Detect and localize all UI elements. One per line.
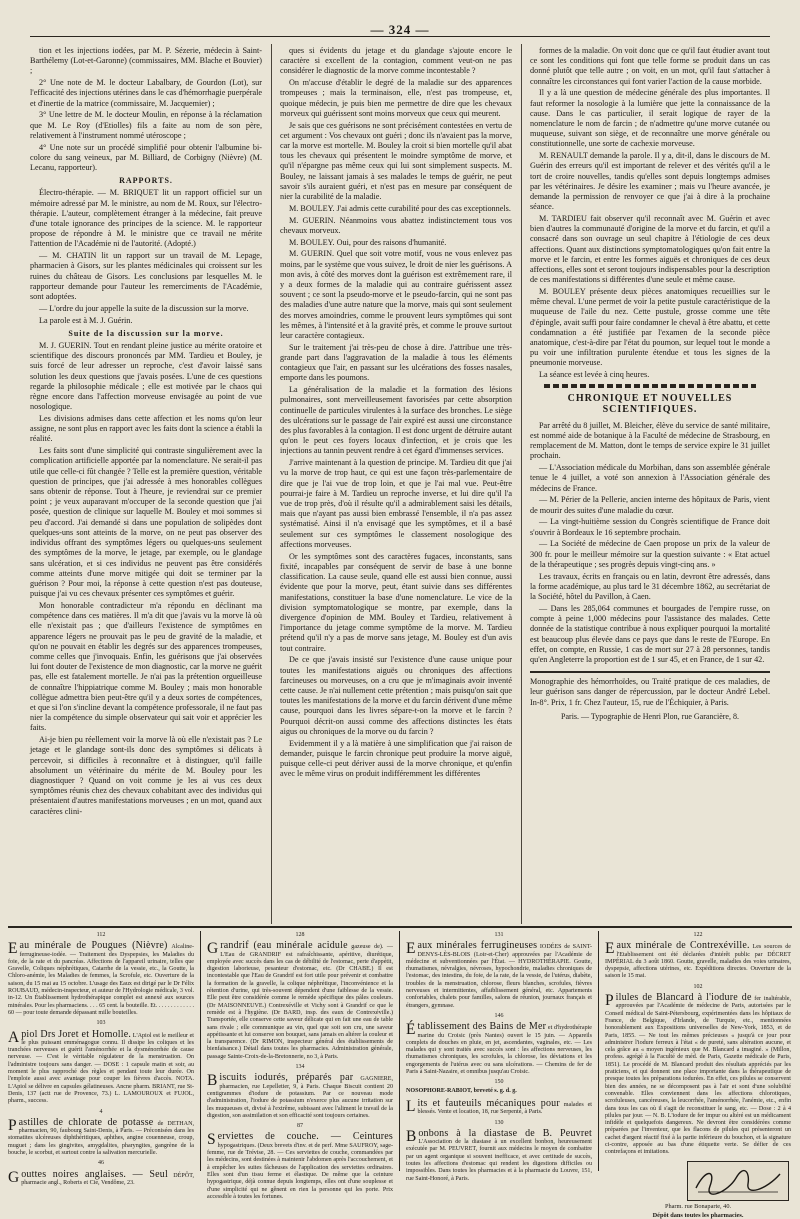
ad-initial: E xyxy=(605,940,615,958)
ad-column-3 xyxy=(406,931,593,1182)
advertisement xyxy=(406,1098,592,1117)
blancard-pharmacy: Pharm. rue Bonaparte, 40. xyxy=(664,1202,732,1210)
ad-body xyxy=(406,940,592,1010)
advertisement xyxy=(8,1117,194,1157)
ad-body xyxy=(605,940,791,980)
rapports-heading: RAPPORTS. xyxy=(119,176,173,186)
paragraph: Par arrêté du 8 juillet, M. Bleicher, élève du service de santé militaire, est nommé aide de botanique à la Faculté de médecine de Strasbourg, en remplacement de M. Matton, dont le temps de service expire le 31 juillet prochain. xyxy=(530,420,770,461)
ad-title: ilules de Blancard à l'iodure de xyxy=(615,992,752,1004)
ad-initial: E xyxy=(406,940,416,958)
paragraph: formes de la maladie. On voit donc que ce qu'il faut étudier avant tout ce sont les conditions qui font que telle forme se produit dans un cas donné plutôt que telle autre ; on voit, en un mot, qu'il faut s'attacher à connaître les circonstances qui font varier l'action de la cause morbide. xyxy=(530,46,770,86)
ad-title: its et fauteuils mécaniques pour xyxy=(417,1097,560,1109)
intro-section xyxy=(30,46,262,173)
column-1 xyxy=(30,46,262,922)
advertisements xyxy=(8,931,792,1219)
ad-initial: P xyxy=(605,992,614,1010)
ad-body xyxy=(605,992,791,1157)
ad-title: tablissement des Bains de Mer xyxy=(417,1021,547,1033)
rapports-section xyxy=(30,188,262,325)
ad-title: randrif (eau minérale acidule xyxy=(220,940,348,952)
page-header xyxy=(30,22,770,37)
paragraph: M. BOULEY. J'ai admis cette curabilité pour des cas exceptionnels. xyxy=(289,203,511,213)
paragraph: Je sais que ces guérisons ne sont précisément contestées en vertu de cet argument : Vos chevaux ont guéri ; donc ils n'avaient pas la morve, car la morve est mortelle. M. Bouley la croit si bien mortelle qu'il abat tous les chevaux qui présentent le moindre symptôme de morve, et qu'il n'épargne pas même ceux qui lui sont simplement suspects. M. Bouley, ne laissant jamais à ses malades le temps de guérir, ne peut savoir s'ils auraient guéri, et n'est pas en mesure par conséquent de nier la curabilité de la maladie. xyxy=(280,120,512,202)
ad-initial: G xyxy=(8,1168,20,1186)
paragraph: Mon honorable contradicteur m'a répondu en déclinant ma compétence dans ces matières. Il m'a dit que j'avais vu la morve là où elle n'existait pas ; que d'ailleurs l'existence de symptômes en apparence légers ne prouvait pas le peu de gravité de la maladie, et qu'on ne pouvait en établir les degrés sur des apparences trompeuses, comme celles que j'invoquais. Enfin, les guérisons que j'ai observées lui font douter de l'existence de mon diagnostic, car la morve ne guérit pas, elle est fatalement mortelle. Je n'ai pas la prétention orgueilleuse de connaître l'hippiatrique comme M. Bouley ; mais mon honorable collègue admettra bien peut-être qu'il y a deux sortes de compétences, et que si l'on s'incline devant la compétence professorale, il ne faut pas nier la compétence du simple observateur qui sait voir et apprécier les faits. xyxy=(30,600,262,733)
advertisement xyxy=(406,1128,592,1183)
ad-number: 102 xyxy=(693,983,703,990)
ad-body xyxy=(406,1098,592,1117)
ad-body xyxy=(8,940,194,1017)
ad-number: 131 xyxy=(494,932,504,938)
paragraph: Électro-thérapie. — M. BRIQUET lit un rapport officiel sur un mémoire adressé par M. le ministre, au nom de M. Roux, sur l'électro-thérapie. L'auteur, complètement étranger à la médecine, fait preuve d'une totale ignorance des principes de la science. M. le rapporteur propose de répondre à M. le ministre que ce travail ne mérite l'attention de l'Académie ni de l'autorité. (Adopté.) xyxy=(30,188,262,249)
ad-text: L'Apiol est le meilleur et le plus puissant emménagogue connu. Il dissipe les coliques et les tranchées nerveuses et guérit l'aménorrhée et la dysménorrhée de cause nerveuse. — C'est le véritable régulateur de la menstruation. On l'administre toujours sans danger. — DOSE : 1 capsule matin et soir, au moment le plus rapproché des règles et pendant toute leur durée. On l'emploie aussi avec avantage pour couper les fièvres d'accès. NOTA. L'Apiol se délivre en capsules gélatineuses. Ancne pharm. BRIANT, rue St-Denis, 137 (actt rue de Provence, 73.) L. LAMOUROUX et FUJOL, pharm., success. xyxy=(8,1032,194,1105)
paragraph: — M. Périer de la Pellerie, ancien interne des hôpitaux de Paris, vient de mourir des suites d'une maladie du cœur. xyxy=(530,495,770,515)
paragraph: Les travaux, écrits en français ou en latin, devront être adressés, dans la forme académique, au plus tard le 31 décembre 1862, au secrétariat de la Société, hôtel du Pavillon, à Caen. xyxy=(530,571,770,602)
ad-body xyxy=(8,1169,194,1188)
ad-title: astilles de chlorate de potasse xyxy=(18,1116,154,1128)
paragraph: Les faits sont d'une simplicité qui contraste singulièrement avec la complication artificielle apportée par la nomenclature. Ne serait-il pas utile que celle-ci fût changée ? Telle est la première question, véritable question de principes, que j'ai adressée à mes honorables collègues sans obtenir de réponse. Tout à l'heure, je reviendrai sur ce premier point ; je veux auparavant m'occuper de la seconde question que j'ai posée, question de clinique sur laquelle M. Bouley et moi sommes si peu d'accord. J'ai demandé si dans une population de solipèdes dont quelques-uns sont atteints de la morve, on ne peut pas observer des individus offrant des symptômes légers ou quelques-uns seulement des symptômes de la morve, le jetage, par exemple, ou le glandage sans ulcération, et si ces individus ne peuvent pas être considérés comme atteints d'une morve mitigée qui doit se terminer par la guérison ? Pour moi, la réponse à cette question n'est pas douteuse, puisque j'ai vu ces chevaux présenter ces symptômes et guérir. xyxy=(30,446,262,599)
paragraph: J'arrive maintenant à la question de principe. M. Tardieu dit que j'ai vu la morve de trop haut, ce qui est une façon très-parlementaire de dire que je l'ai vue de trop loin, et que je l'ai mal vue. Peut-être pourrai-je faire à M. Tardieu un reproche inverse, et lui dire qu'il l'a vue de trop près, d'où il résulte qu'il a admirablement saisi les détails, mais que n'ayant pas aussi bien embrassé l'ensemble, il n'a pas assez systématisé. Ainsi il n'a envisagé que les symptômes, et il a basé seulement sur ces symptômes le classement nosologique des affections morveuses. xyxy=(280,458,512,549)
ad-title: piol Drs Joret et Homolle. xyxy=(21,1028,132,1040)
ad-initial: A xyxy=(8,1028,20,1046)
ad-text: fer inaltérable, approuvées par l'Académie de médecine de Paris, autorisées par le Conseil médical de Saint-Pétersbourg, expérimentées dans les hôpitaux de France, de Belgique, d'Irlande, de Turquie, etc., mentionnées honorablement aux Expositions universelles de New-York, 1853, et de Paris, 1855. — Ne tout les mêmes précieuses « jusqu'à ce jour pour administrer l'iodure ferreux à l'état « de pureté, sans altération aucune, et cela grâce au « moyen ingénieux que M. Blancard a imaginé. » (Millon, profess. agrégé à la Faculté de méd. de Paris, Gazette médicale de Paris, 1851). Le procédé de M. Blancard produit des résultats appréciés par les praticiens, et qui donnent une place importante dans la thérapeutique de presque toutes les préparations iodurées. En effet, ces pilules se conservent bien des années, ne se décomposent pas à l'air et sont d'une solubilité convenable. Elles conviennent dans les affections chlorotiques, scrofuleuses, cancéreuses, la leucorrhée, l'aménorrhée, l'anémie, etc., enfin dans tous les cas où il s'agit de reconstituer le sang, etc. — Dose : 2 à 4 pilules par jour. — N. B. L'iodure de fer impur ou altéré est un médicament infidèle et quelquefois dangereux. Ne devront être considérées comme préparées par l'inventeur, que les flacons de pilules qui présenteront un cachet d'argent réactif fixé à la partie inférieure du bouchon, et la signature ci-contre, apposée au bas d'une étiquette verte. Se défier de ces contrefaçons et imitations. xyxy=(605,996,791,1156)
advertisement xyxy=(8,940,194,1017)
paragraph: La parole est à M. J. Guérin. xyxy=(39,315,133,325)
discussion-end-section xyxy=(530,46,770,380)
advertisement xyxy=(207,940,393,1061)
paragraph: M. TARDIEU fait observer qu'il reconnaît avec M. Guérin et avec bien d'autres la communauté d'origine de la morve et du farcin, et qu'il a consacré dans son ouvrage un seul chapitre à l'étiologie de ces deux affections. Quant aux distinctions symptomatologiques qu'on fait entre la morve et le farcin, et entre les formes aiguës et chroniques de ces deux affections, elles sont et seront toujours indispensables pour la description de ces manifestations si différentes d'une seule et même cause. xyxy=(530,214,770,285)
ad-text: hypogastriques. (Deux brevets d'inv. et de perf. Mme SAUFROY, sage-femme, rue de Trévise, 28. — Ces serviettes de couche, commandées par les médecins, sont destinées à maintenir l'abdomen après l'accouchement, et à empêcher les suites fâcheuses de l'application des serviettes ordinaires. Elles sont d'un tissu ferme et élastique. De même que la ceinture hypogastrique, déjà connue depuis longtemps, elles ont d'une souplesse et d'une simplicité qui ne gênent en rien la personne qui les porte. Prix accessible à toutes les fortunes. xyxy=(207,1142,393,1200)
paragraph: On m'accuse d'établir le degré de la maladie sur des apparences trompeuses ; mais la terminaison, elle, n'est pas trompeuse, et, quoique médecin, je puis bien me permettre de dire que les chevaux morveux qui guérissent sont moins morveux que ceux qui meurent. xyxy=(280,78,512,118)
ad-text: Alcaline-ferrugineuse-iodée. — Traitement des Dyspepsies, les Maladies du foie, de la rate et du pancréas. Affections de l'appareil urinaire, telles que Gravelle, Coliques néphrétiques, Catarrhe de la vessie, etc., la Goutte, la Chloro-anémie, les Maladies de femmes, la Scrofule, etc. Ouverture de la saison, du 15 mai au 15 octobre. L'usage des Eaux est dirigé par le Dr Félix ROUBAUD, médecin-inspecteur, et auteur de l'Hydrologie médicale, 3 vol. in-12. Un Établissement hydrothérapique complet est annexé aux sources minérales. Pour les pharmaciens. . . . 65 cent. la bouteille. Et. . . . . . . . . . . . . 60 — pour toute demande dépassant mille bouteilles. xyxy=(8,944,194,1016)
paragraph: De ce que j'avais insisté sur l'existence d'une cause unique pour toutes les manifestations aiguës ou chroniques des affections farcineuses ou morveuses, on a cru que je m'imaginais avoir inventé cette cause. Je n'ai nullement cette prétention ; mais puisqu'on sait que toutes les manifestations de la morve et du farcin dérivent d'une même cause, pourquoi dans les livres sépare-t-on la morve et le farcin ? Pourquoi décrit-on aussi comme des affections distinctes les états aigus ou chroniques de la morve ou du farcin ? xyxy=(280,655,512,736)
chronique-section xyxy=(530,421,770,665)
ad-body xyxy=(207,940,393,1061)
ad-body xyxy=(207,1072,393,1120)
paragraph: 4° Une note sur un procédé simplifié pour obtenir l'albumine bi-colore du sang veineux, par M. Billiard, de Corbigny (Nièvre) (M. Lecanu, rapporteur). xyxy=(30,142,262,173)
blancard-depot: Dépôt dans toutes les pharmacies. xyxy=(652,1211,744,1219)
ad-text: Les sources de l'Etablissement ont été déclarées d'intérêt public par DÉCRET IMPÉRIAL du 3 août 1860. Goutte, gravelle, maladies des voies urinaires, dyspepsie, affections utérines, etc. Expéditions directes. Ouverture de la saison le 15 mai. xyxy=(605,944,791,980)
paragraph: M. RENAULT demande la parole. Il y a, dit-il, dans le discours de M. Guérin des erreurs qu'il est important de relever et des vérités qu'il a le tort de croire nouvelles, tandis qu'elles sont depuis longtemps admises par les vétérinaires. Je désire les examiner ; mais vu l'heure avancée, je demande la permission de renvoyer ce que j'ai à dire à la prochaine séance. xyxy=(530,151,770,212)
ad-initial: E xyxy=(8,940,18,958)
paragraph: 3° Une lettre de M. le docteur Moulin, en réponse à la réclamation que M. Le Roy (d'Etiolles) fils a faite au nom de son père, relativement à l'instrument nommé utéroscope ; xyxy=(30,110,262,140)
advertisement xyxy=(605,940,791,980)
advertisement xyxy=(207,1072,393,1120)
ad-initial: B xyxy=(406,1127,417,1145)
ad-column-divider xyxy=(598,931,599,1171)
ad-number: 130 xyxy=(494,1119,504,1126)
ad-title: NOSOPHORE-RABIOT, breveté s. g. d. g. xyxy=(406,1087,517,1094)
paragraph: Evidemment il y a là matière à une simplification que j'ai raison de demander, puisque le farcin chronique peut produire la morve aiguë, puisque celle-ci peut dériver aussi de la morve chronique, et qu'enfin avec le même virus on produit indifféremment les différentes xyxy=(280,738,512,779)
ad-text: et d'hydrothérapie marine du Croisic (près Nantes) ouvert le 15 juin. — Appareils complets de douches en pluie, en jet, ascendantes, vaginales, etc. — Les malades qui y sont traités avec succès sont : les affections nerveuses, les rhumatismes chroniques, les scrofules, la chlorose, les déviations et les engorgements de l'utérus avec ou sans ulcérations. — Chemins de fer de Paris à Saint-Nazaire, et omnibus jusqu'au Croisic. xyxy=(406,1025,593,1076)
paragraph: La séance est levée à cinq heures. xyxy=(539,370,650,380)
ad-title: aux minérales ferrugineuses xyxy=(417,940,538,952)
ad-title: au minérale de Pougues (Nièvre) xyxy=(19,940,168,952)
ad-number: 4 xyxy=(99,1108,103,1115)
ad-initial: É xyxy=(406,1021,416,1039)
printer-footer: Paris. — Typographie de Henri Plon, rue Garancière, 8. xyxy=(561,711,739,721)
ad-text: IODÉES de SAINT-DENYS-LÈS-BLOIS (Loir-et-Cher) approuvées par l'Académie de médecine et subventionnées par l'État. — HYDROTHÉRAPIE. Goutte, rhumatismes, névralgies, névroses, hypochondrie, maladies chroniques de l'estomac, des intestins, du foie, de la rate, de la vessie, de l'utérus, diabète, troubles de la menstruation, chlorose, fleurs blanches, scrofules, fièvres nerveuses et intermittentes, affaiblissement général, etc. Appartements confortables, chalets pour familles, salons de réunion, journaux français et étrangers, gymnase. xyxy=(406,944,592,1009)
ad-number: 122 xyxy=(693,932,703,938)
ad-list xyxy=(605,932,791,1157)
paragraph: M. GUERIN. Néanmoins vous abattez indistinctement tous vos chevaux morveux. xyxy=(280,215,512,235)
ad-number: 103 xyxy=(96,1020,106,1027)
ad-text: malades et blessés. Vente et location, 18, rue Serpente, à Paris. xyxy=(417,1101,592,1116)
paragraph: — Dans les 285,064 communes et bourgades de l'empire russe, on compte à peine 1,000 médecins pour l'assistance des malades. Cette donnée de la statistique contribue à nous expliquer pourquoi la mortalité est beaucoup plus élevée dans ce pays que dans le reste de l'Europe. En effet, on compte, en Russie, 1 cas de mort sur 27 à 28 personnes, tandis qu'en Angleterre la proportion est de 1 sur 45, et en France, de 1 sur 42. xyxy=(530,603,770,664)
ad-initial: G xyxy=(207,940,219,958)
ad-column-divider xyxy=(399,931,400,1171)
ad-text: de DETHAN, pharmacien, 90, faubourg Saint-Denis, à Paris. — Préconisées dans les stomatites ulcéreuses diphthéritiques, aphthes, angine couenneuse, croup, muguet ; dans les gingivites, amygdalites, pharyngites, gangrène de la bouche, le scorbut, et surtout contre la salivation mercurielle. xyxy=(8,1120,194,1157)
suite-section xyxy=(30,341,262,817)
paragraph: Or les symptômes sont des caractères fugaces, inconstants, sans fixité, incapables par conséquent de servir de base à une bonne classification. La cause seule, quand elle est aussi bien connue, aussi évidente que pour la morve, peut, étant suivie dans ses différentes manifestations, constituer la base d'une nomenclature. Le vice de la division symptomatologique se montre, par exemple, dans la divergence d'opinion de MM. Bouley et Tardieu, relativement à l'importance du jetage comme symptôme de la morve. M. Tardieu prétend qu'il n'y a pas de morve sans jetage, M. Bouley est d'un avis tout contraire. xyxy=(280,551,512,653)
paragraph: — M. CHATIN lit un rapport sur un travail de M. Lepage, pharmacien à Gisors, sur les plantes médicinales qui croissent sur les ruines du château de Gisors. Les conclusions par lesquelles M. le rapporteur demande pour l'auteur les remerciments de l'Académie, sont adoptées. xyxy=(30,251,262,302)
ad-number: 128 xyxy=(295,932,305,938)
ad-text: GAGNIERE, pharmacien, rue Lepelletier, 9, à Paris. Chaque Biscuit contient 20 centigrammes d'iodure de potassium. Par ce nouveau mode d'administration, l'iodure de potassium n'exerce plus aucune irritation sur les muqueuses et, divisé à l'extrême, subissant avec l'aliment le travail de la digestion, son assimilation et son efficacité sont toujours certaines. xyxy=(207,1076,393,1119)
monographie-text: Monographie des hémorrhoïdes, ou Traité pratique de ces maladies, de leur guérison sans danger de répercussion, par le docteur André Lebel. In-8°. Prix, 1 fr. Chez l'auteur, 15, rue de l'Échiquier, à Paris. xyxy=(530,677,770,707)
paragraph: Sur le traitement j'ai très-peu de chose à dire. J'attribue une très-grande part dans l'aggravation de la maladie à tous les éléments contagieux que l'air, en passant sur les ulcérations des fosses nasales, emporte dans les poumons. xyxy=(280,342,512,383)
ornamental-rule xyxy=(544,384,756,388)
advertisement xyxy=(406,1021,592,1076)
ad-text: gazeuse de). — L'Eau de GRANDRIF est rafraîchissante, apéritive, diurétique, employée avec succès dans les cas de débilité de l'estomac, perte d'appétit, digestion laborieuse, pesanteur d'estomac, etc. (Dr CHABE.) Il est incontestable que l'Eau de Grandrif est fort utile pour prévenir et combattre la formation de la gravelle, la colique néphrétique, l'inconvénience et la rétention d'urine, qui très-souvent dépendent d'une faiblesse de la vessie. Elle peut être considérée comme le remède spécifique des pâles couleurs. (Dr MAISONNEUVE.) Contrexéville et Vichy sont à Grandrif ce que le remède est à l'hygiène. (Dr BARD, insp. des eaux de Contrexéville.) Transportée, elle conserve cette saveur délicate qui en fait une eau de table sans rivale ; elle communique au vin, quel que soit son cru, une saveur appétissante et lui conserve son bouquet, sans jamais en altérer la couleur et la transparence. (Dr RIMON, inspecteur général des établissements de bienfaisance.) Détail dans toutes les pharmacies. Administration générale, passage Sainte-Croix-de-la-Bretonnerie, no 3, à Paris. xyxy=(207,944,393,1060)
paragraph: 2° Une note de M. le docteur Labalbary, de Gourdon (Lot), sur l'efficacité des injections utérines dans le cas d'hémorrhagie puerpérale et d'inertie de la matrice (commissaire, M. Jacquemier) ; xyxy=(30,78,262,108)
paragraph: — L'Association médicale du Morbihan, dans son assemblée générale tenue le 4 juillet, a voté son annexion à l'Association générale des médecins de France. xyxy=(530,463,770,493)
ad-number: 150 xyxy=(494,1079,504,1086)
ad-column-divider xyxy=(200,931,201,1171)
paragraph: Il y a là une question de médecine générale des plus importantes. Il faut reformer la nosologie à la lumière que jette la connaissance de la cause. Dans le cas particulier, il serait logique de rayer de la nomenclature le nom de farcin ; de n'admettre qu'une morve cutanée ou muqueuse, suivant son siège, et de reconnaître une morve générale ou constitutionnelle, une sorte de cachexie morveuse. xyxy=(530,88,770,149)
ad-column-1 xyxy=(8,931,194,1186)
ad-number: 87 xyxy=(297,1123,303,1130)
ad-body xyxy=(8,1029,194,1106)
ad-title: erviettes de couche. — Ceintures xyxy=(217,1131,393,1143)
suite-heading: Suite de la discussion sur la morve. xyxy=(68,328,224,338)
ad-title: outtes noires anglaises. — Seul xyxy=(21,1168,168,1180)
column-divider xyxy=(271,44,272,924)
column-2 xyxy=(280,46,512,922)
chronique-heading: CHRONIQUE ET NOUVELLES SCIENTIFIQUES. xyxy=(567,393,733,415)
advertisement xyxy=(8,1169,194,1188)
paragraph: M. GUERIN. Quel que soit votre motif, vous ne vous enlevez pas moins, par le système que vous suivez, le droit de nier les guérisons. A mon avis, à côté des morves dont la guérison est extrêmement rare, il y a deux formes de la maladie qui au contraire guérissent assez souvent ; ce sont la pseudo-morve et le pseudo-farcin, qui ne sont pas des maladies d'une autre nature que la morve, mais qui sont seulement des morves amoindries, comme le prouvent leurs symptômes qui sont les mêmes, à l'intensité et à la gravité près, et comme le prouve surtout leur caractère contagieux. xyxy=(280,249,512,341)
paragraph: La généralisation de la maladie et la formation des lésions pulmonaires, sont merveilleusement favorisées par cette absorption continuelle de particules virulentes à la surface des bronches. Le siège des ulcérations sur le passage de l'air expiré est aussi une circonstance des plus favorables à la contagion. Il est donc urgent de détruire autant qu'on le peut ces foyers locaux d'infection, et je crois que les injections au tannin peuvent rendre à cet égard d'immenses services. xyxy=(280,385,512,456)
ad-body xyxy=(406,1021,592,1076)
ad-number: 112 xyxy=(96,932,106,938)
paragraph: tion et les injections iodées, par M. P. Sézerie, médecin à Saint-Barthélemy (Lot-et-Garonne) (commissaires, MM. Blache et Bouvier) ; xyxy=(30,46,262,76)
signature-icon xyxy=(688,1162,788,1200)
paragraph: M. BOULEY. Oui, pour des raisons d'humanité. xyxy=(289,237,447,247)
ad-initial: L xyxy=(406,1097,416,1115)
advertisement xyxy=(605,992,791,1157)
ad-body xyxy=(406,1128,592,1183)
paragraph: Les divisions admises dans cette affection et les noms qu'on leur assigne, ne sont plus en rapport avec les faits dont la science a établi la réalité. xyxy=(30,414,262,444)
discussion-section xyxy=(280,46,512,779)
ad-initial: S xyxy=(207,1131,216,1149)
paragraph: — La vingt-huitième session du Congrès scientifique de France doit s'ouvrir à Bordeaux le 16 septembre prochain. xyxy=(530,517,770,537)
ad-title: aux minérale de Contrexéville. xyxy=(616,940,750,952)
column-divider xyxy=(521,44,522,924)
ad-text: DÉPÔT, pharmacie angl., Roberts et Cie, Vendôme, 23. xyxy=(21,1172,194,1186)
ad-column-4 xyxy=(605,931,791,1219)
ad-body xyxy=(8,1117,194,1157)
ad-column-2 xyxy=(207,931,393,1200)
ad-number: 146 xyxy=(494,1012,504,1019)
paragraph: — L'ordre du jour appelle la suite de la discussion sur la morve. xyxy=(39,303,249,313)
ad-text: L'Association de la diastase à un excellent bonbon, heureusement exécutée par M. PEUVRET, fournit aux médecins le moyen de combattre par un agent organique si souvent inefficace, et avec certitude de succès, toutes les affections d'estomac qui rendent les digestions difficiles ou impossibles. Dans toutes les pharmacies et à la pharmacie du Louvre, 151, rue Saint-Honoré, à Paris. xyxy=(406,1139,592,1182)
column-3 xyxy=(530,46,770,922)
ad-body xyxy=(406,1088,592,1095)
monographie-notice xyxy=(530,671,770,708)
advertisement xyxy=(207,1131,393,1201)
ad-initial: B xyxy=(207,1072,218,1090)
ad-body xyxy=(207,1131,393,1201)
ad-number: 134 xyxy=(295,1064,305,1071)
paragraph: Ai-je bien pu réellement voir la morve là où elle n'existait pas ? Le jetage et le glandage sont-ils donc des symptômes si délicats à percevoir, si difficiles à reconnaître et à distinguer, qu'il faille absolument un vétérinaire du mérite de M. Bouley pour les diagnostiquer ? Quand on voit comme je les ai vus ces deux symptômes réunis chez des chevaux cohabitant avec des individus qui présentaient d'autres manifestations morveuses ; en un mot, quand aux caractères clini- xyxy=(30,735,262,816)
advertisement xyxy=(8,1029,194,1106)
paragraph: M. J. GUERIN. Tout en rendant pleine justice au mérite oratoire et scientifique des discours prononcés par MM. Tardieu et Bouley, je suis forcé de leur adresser un reproche, c'est d'avoir laissé sans solution les deux questions que j'avais posées. L'une de ces questions regarde la philosophie médicale ; elle est motivée par le chaos qui règne encore dans l'affection morveuse envisagée au point de vue nosologique. xyxy=(30,341,262,412)
advertisement xyxy=(406,1088,592,1095)
paragraph: ques si évidents du jetage et du glandage s'ajoute encore le caractère si excellent de la contagion, comment veut-on ne pas considérer le diagnostic de la morve comme incontestable ? xyxy=(280,46,512,76)
page-number: — 324 — xyxy=(370,22,430,37)
paragraph: — La Société de médecine de Caen propose un prix de la valeur de 300 fr. pour le meilleur mémoire sur la question suivante : « Etat actuel de la thérapeutique ; ses progrès depuis vingt-cinq ans. » xyxy=(530,539,770,569)
ad-title: onbons à la diastase de B. Peuvret xyxy=(418,1127,592,1139)
ad-initial: P xyxy=(8,1116,17,1134)
ad-number: 46 xyxy=(98,1160,104,1167)
ad-title: iscuits iodurés, préparés par xyxy=(219,1072,354,1084)
advertisement xyxy=(406,940,592,1010)
ads-separator xyxy=(8,926,792,928)
paragraph: M. BOULEY présente deux pièces anatomiques recueillies sur le même cheval. L'une permet de voir la petite pustule caractéristique de la muqueuse de l'aile du nez. Cette pustule, grosse comme une tête d'épingle, avait suffi pour faire condamner le cheval à être abattu, et cette condamnation a été justifiée par l'examen de la seconde pièce anatomique, c'est-à-dire par l'état du poumon, sur lequel tout le monde a pu voir une infiltration purulente étendue et tous les signes de la pneumonie morveuse. xyxy=(530,287,771,368)
blancard-signature xyxy=(687,1161,789,1201)
